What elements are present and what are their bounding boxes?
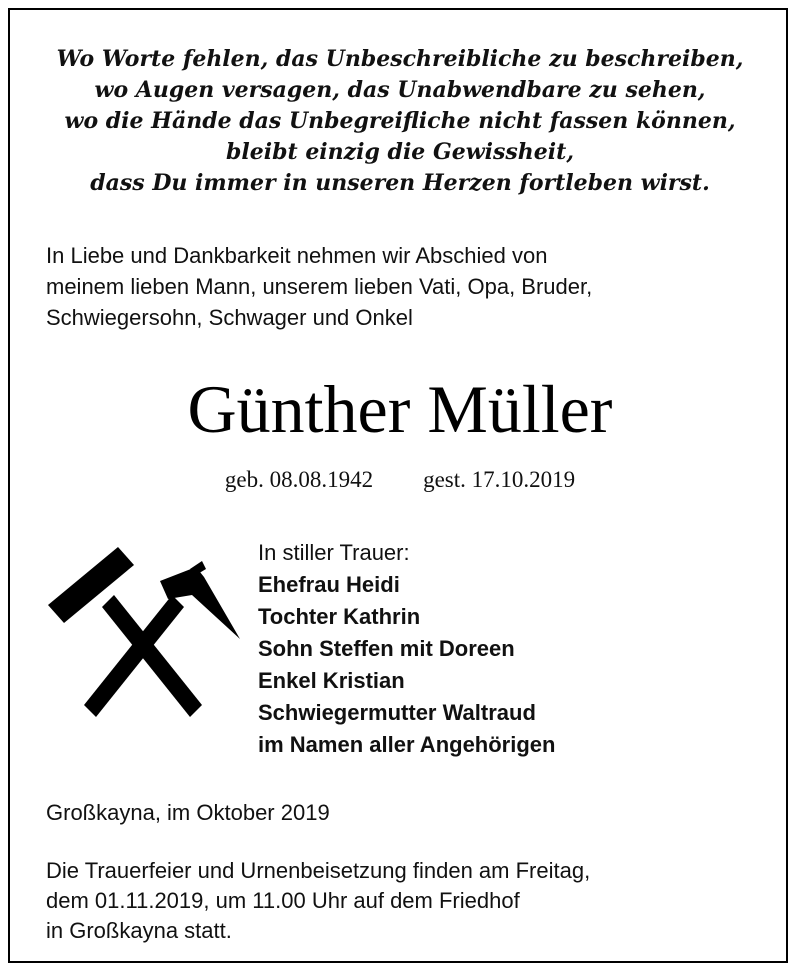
service-line: Die Trauerfeier und Urnenbeisetzung finden am Freitag, <box>46 858 591 883</box>
service-line: dem 01.11.2019, um 11.00 Uhr auf dem Friedhof <box>46 888 520 913</box>
birth-date: geb. 08.08.1942 <box>224 467 374 492</box>
poem-line: Wo Worte fehlen, das Unbeschreibliche zu beschreiben, <box>56 46 744 72</box>
poem-line: bleibt einzig die Gewissheit, <box>226 139 574 165</box>
poem-line: wo die Hände das Unbegreifliche nicht fassen können, <box>64 108 736 134</box>
mourner-name: Ehefrau Heidi <box>258 572 400 597</box>
place-and-date: Großkayna, im Oktober 2019 <box>46 800 330 825</box>
poem-line: dass Du immer in unseren Herzen fortleben wirst. <box>90 170 710 196</box>
poem-line: wo Augen versagen, das Unabwendbare zu sehen, <box>94 77 706 103</box>
mourner-name: Enkel Kristian <box>258 668 405 693</box>
service-line: in Großkayna statt. <box>46 918 232 943</box>
mourner-name: Sohn Steffen mit Doreen <box>258 636 515 661</box>
mourner-name: Tochter Kathrin <box>258 604 421 629</box>
intro-line: meinem lieben Mann, unserem lieben Vati, Opa, Bruder, <box>46 274 593 299</box>
death-date: gest. 17.10.2019 <box>423 467 576 492</box>
hammer-and-pick-icon <box>44 543 240 723</box>
poem <box>10 44 790 199</box>
life-dates <box>0 466 800 494</box>
intro-line: In Liebe und Dankbarkeit nehmen wir Abschied von <box>46 243 548 268</box>
mourner-name: Schwiegermutter Waltraud <box>258 700 536 725</box>
mourner-name: im Namen aller Angehörigen <box>258 732 556 757</box>
mourners-block <box>258 537 778 761</box>
deceased-name: Günther Müller <box>187 371 613 447</box>
intro-line: Schwiegersohn, Schwager und Onkel <box>46 305 413 330</box>
funeral-service-info <box>46 856 766 946</box>
mourners-heading: In stiller Trauer: <box>258 540 410 565</box>
farewell-intro <box>46 240 766 333</box>
